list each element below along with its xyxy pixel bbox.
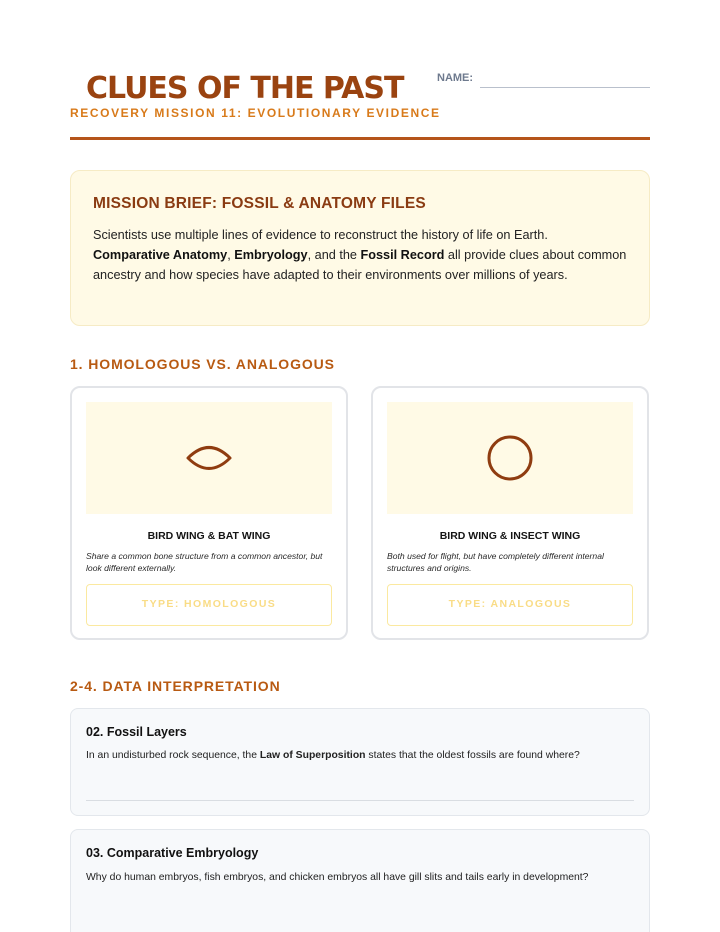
question-card-embryology — [70, 829, 650, 932]
question-text — [86, 750, 580, 761]
section-heading-data: 2-4. DATA INTERPRETATION — [70, 678, 281, 694]
question-text — [86, 872, 588, 883]
page-subtitle: RECOVERY MISSION 11: EVOLUTIONARY EVIDENCE — [70, 106, 441, 120]
card-illustration — [387, 402, 633, 514]
card-description: Share a common bone structure from a common ancestor, but look different externally. — [86, 551, 323, 573]
brief-term-fossil-record: Fossil Record — [360, 248, 445, 262]
section-heading-homologous: 1. HOMOLOGOUS VS. ANALOGOUS — [70, 356, 335, 372]
card-title: BIRD WING & BAT WING — [147, 530, 271, 542]
answer-line[interactable] — [86, 800, 634, 801]
brief-term-anatomy: Comparative Anatomy — [93, 248, 228, 262]
comparison-card-homologous — [70, 386, 348, 640]
page-title: CLUES OF THE PAST — [86, 71, 404, 106]
brief-rest: all provide clues about common ancestry and how species have adapted to their environments over millions of years. — [93, 248, 627, 282]
type-answer-box[interactable]: TYPE: HOMOLOGOUS — [86, 584, 332, 626]
type-answer-box[interactable]: TYPE: ANALOGOUS — [387, 584, 633, 626]
brief-line-1: Scientists use multiple lines of evidence to reconstruct the history of life on Earth. — [93, 228, 548, 242]
name-label: NAME: — [437, 72, 474, 84]
mission-brief-text — [93, 225, 627, 285]
circle-icon — [387, 402, 633, 514]
question-card-fossil-layers — [70, 708, 650, 816]
card-description: Both used for flight, but have completely different internal structures and origins. — [387, 551, 604, 573]
question-text-term: Law of Superposition — [259, 750, 366, 761]
mission-brief-title: MISSION BRIEF: FOSSIL & ANATOMY FILES — [93, 195, 426, 212]
brief-separator: , — [227, 248, 235, 262]
question-text-pre: Why do human embryos, fish embryos, and chicken embryos all have gill slits and tails early in development? — [86, 872, 589, 883]
mission-brief-panel — [70, 170, 650, 326]
card-title: BIRD WING & INSECT WING — [439, 530, 581, 542]
header-divider — [70, 137, 650, 140]
question-text-post: states that the oldest fossils are found where? — [365, 750, 580, 761]
name-field[interactable] — [480, 87, 650, 88]
comparison-card-analogous — [371, 386, 649, 640]
brief-separator: , and the — [307, 248, 361, 262]
brief-term-embryology: Embryology — [234, 248, 308, 262]
question-title: 03. Comparative Embryology — [86, 846, 259, 860]
card-illustration — [86, 402, 332, 514]
question-title: 02. Fossil Layers — [86, 725, 187, 739]
eye-icon — [86, 402, 332, 514]
question-text-pre: In an undisturbed rock sequence, the — [86, 750, 260, 761]
